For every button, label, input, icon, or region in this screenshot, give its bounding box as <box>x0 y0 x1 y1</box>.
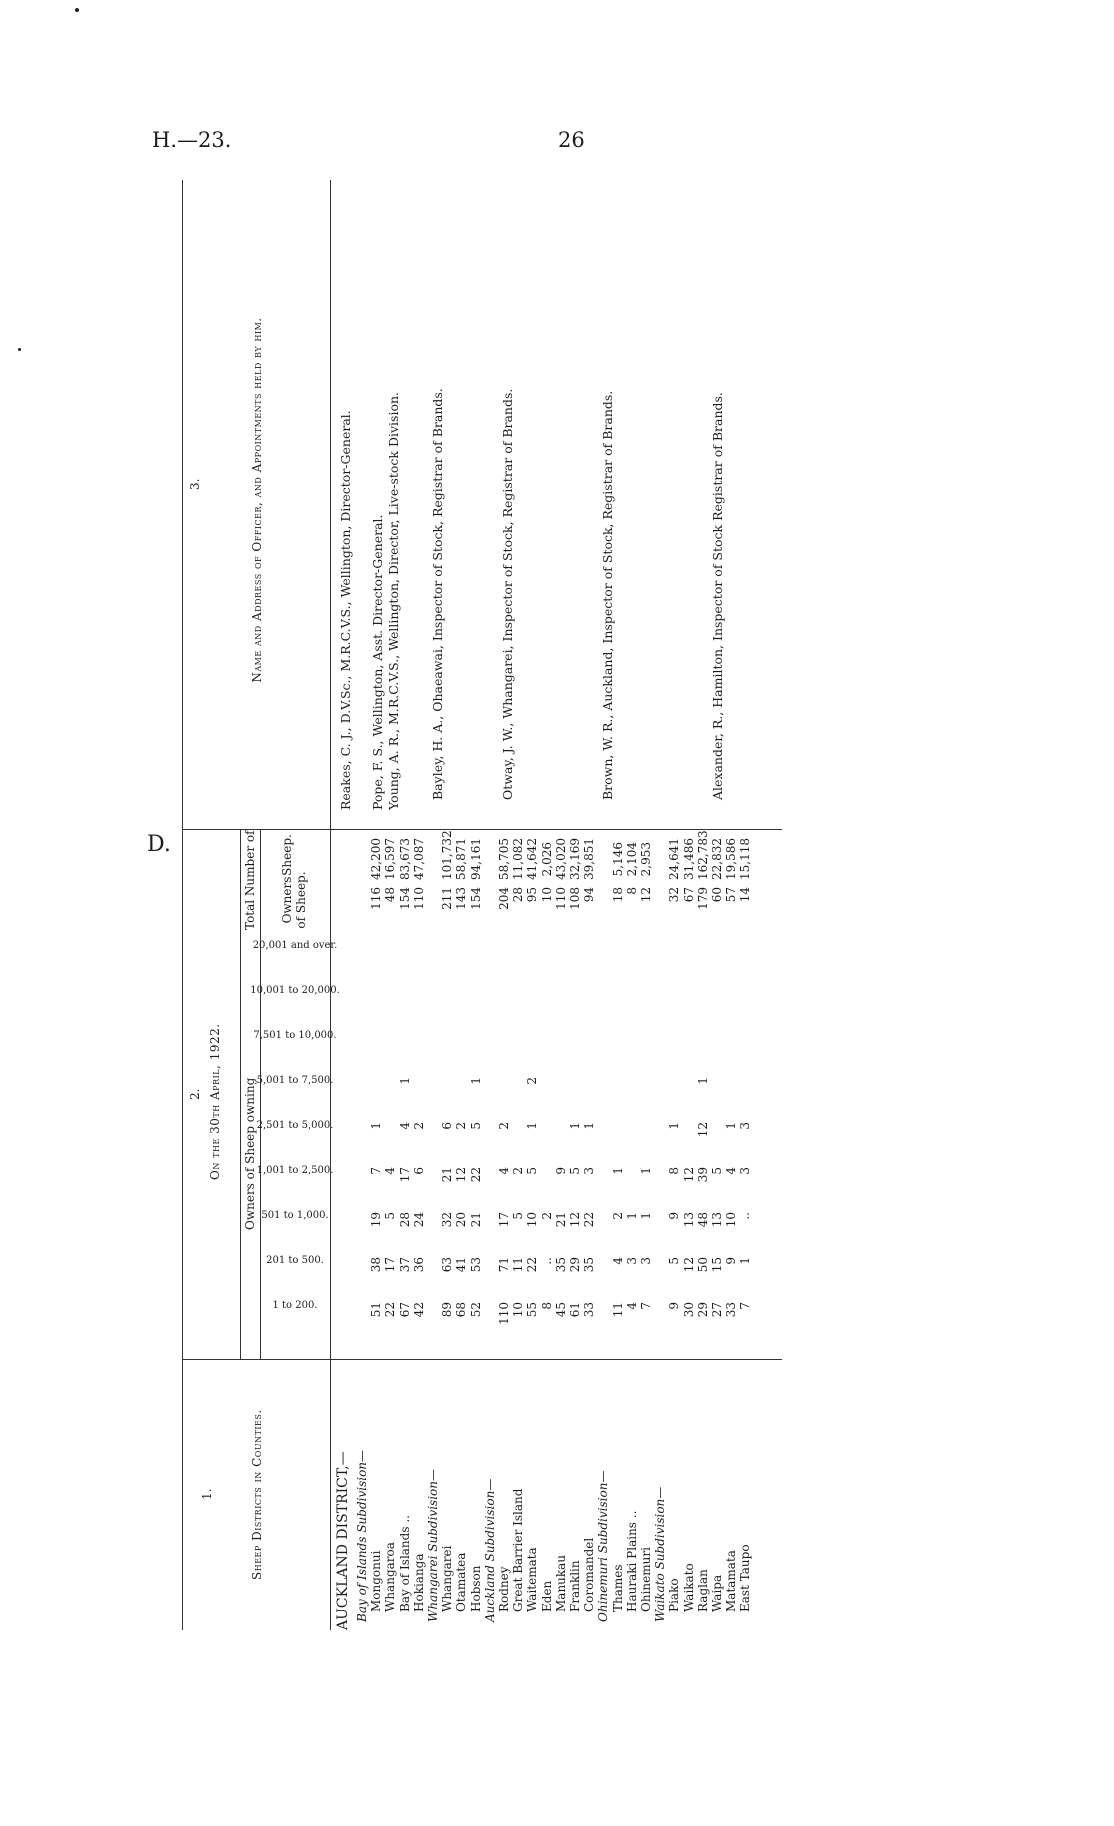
rule-top <box>182 180 183 1630</box>
subdivision-name: Auckland Subdivision— <box>482 1478 497 1622</box>
officer-alexander: Alexander, R., Hamilton, Inspector of Stock Registrar of Brands. <box>710 392 725 800</box>
county-name: Waikato <box>681 1563 696 1612</box>
cell-value: 19,586 <box>724 838 739 880</box>
cell-value: 2,104 <box>624 842 639 877</box>
cell-value: 7 <box>639 1302 653 1310</box>
cell-value: 32,169 <box>568 838 582 880</box>
cell-value: 110 <box>553 887 568 910</box>
cell-value: 1 <box>667 1122 682 1130</box>
cell-value: 13 <box>681 1212 696 1228</box>
cell-value: 15,118 <box>738 838 753 880</box>
officer-young: Young, A. R., M.R.C.V.S., Wellington, Director, Live-stock Division. <box>386 392 401 810</box>
district-title: AUCKLAND DISTRICT,— <box>335 1451 351 1630</box>
cell-value: 32 <box>667 887 682 903</box>
cell-value: 12 <box>568 1212 582 1228</box>
cell-value: .. <box>539 1257 554 1265</box>
cell-value: 53 <box>468 1257 483 1273</box>
cell-value: 63 <box>440 1257 455 1273</box>
cell-value: 10 <box>539 887 554 903</box>
cell-value: 41,642 <box>525 838 540 880</box>
cell-value: 2 <box>525 1077 540 1085</box>
cell-value: 8 <box>667 1167 682 1175</box>
table-row <box>735 180 757 1630</box>
cell-value: 21 <box>468 1212 483 1228</box>
county-name: Hokianga <box>411 1553 426 1612</box>
cell-value: 110 <box>411 887 426 910</box>
cell-value: 21 <box>553 1212 568 1228</box>
cell-value: 58,871 <box>454 838 469 880</box>
range-header: 5,001 to 7,500. <box>256 1075 334 1086</box>
cell-value: 1 <box>397 1077 412 1085</box>
rule-header <box>330 180 331 1630</box>
cell-value: 29 <box>568 1257 582 1273</box>
cell-value: .. <box>738 1212 753 1220</box>
cell-value: 19 <box>369 1212 384 1228</box>
cell-value: 48 <box>383 887 398 903</box>
cell-value: 2 <box>539 1212 554 1220</box>
officer-reakes: Reakes, C. J., D.V.Sc., M.R.C.V.S., Wellington, Director-General. <box>338 410 353 810</box>
county-name: Hobson <box>468 1565 483 1612</box>
cell-value: 22,832 <box>710 838 724 880</box>
officer-pope: Pope, F. S., Wellington, Asst. Director-General. <box>370 514 385 810</box>
cell-value: 3 <box>639 1257 653 1265</box>
cell-value: 13 <box>710 1212 724 1228</box>
sheep-district-table <box>180 180 800 1630</box>
cell-value: 11 <box>610 1302 625 1318</box>
cell-value: 108 <box>568 887 582 910</box>
cell-value: 29 <box>695 1302 710 1318</box>
cell-value: 5 <box>511 1212 526 1220</box>
cell-value: 4 <box>497 1167 511 1175</box>
county-name: East Taupo <box>738 1544 753 1612</box>
cell-value: 15 <box>710 1257 724 1273</box>
cell-value: 71 <box>497 1257 511 1273</box>
cell-value: 45 <box>553 1302 568 1318</box>
cell-value: 12 <box>681 1257 696 1273</box>
cell-value: 11 <box>511 1257 526 1273</box>
cell-value: 27 <box>710 1302 724 1318</box>
cell-value: 2,953 <box>639 842 653 877</box>
cell-value: 9 <box>667 1212 682 1220</box>
cell-value: 3 <box>738 1167 753 1175</box>
cell-value: 12 <box>454 1167 469 1183</box>
cell-value: 67 <box>681 887 696 903</box>
rule-sub-b <box>260 830 261 1360</box>
cell-value: 32 <box>440 1212 455 1228</box>
cell-value: 1 <box>639 1167 653 1175</box>
cell-value: 68 <box>454 1302 469 1318</box>
county-name: Hauraki Plains .. <box>624 1510 639 1612</box>
county-name: Ohinemuri <box>639 1547 653 1612</box>
cell-value: 22 <box>582 1212 597 1228</box>
cell-value: 47,087 <box>411 838 426 880</box>
cell-value: 22 <box>468 1167 483 1183</box>
cell-value: 12 <box>695 1122 710 1138</box>
county-name: Waitemata <box>525 1547 540 1612</box>
subdivision-name: Waikato Subdivision— <box>653 1486 668 1622</box>
cell-value: 1 <box>624 1212 639 1220</box>
county-name: Great Barrier Island <box>511 1488 526 1612</box>
col1-title: Sheep Districts in Counties. <box>250 1409 264 1580</box>
cell-value: 101,732 <box>440 830 455 880</box>
cell-value: 10 <box>724 1212 739 1228</box>
page-id: H.—23. <box>152 128 232 152</box>
col2-group-total: Total Number of <box>243 830 257 930</box>
cell-value: 94,161 <box>468 838 483 880</box>
cell-value: 1 <box>369 1122 384 1130</box>
cell-value: 143 <box>454 887 469 910</box>
cell-value: 5 <box>468 1122 483 1130</box>
cell-value: 51 <box>369 1302 384 1318</box>
range-header: 201 to 500. <box>266 1255 324 1266</box>
subdivision-name: Bay of Islands Subdivision— <box>355 1449 369 1622</box>
rule-sub-a <box>240 830 241 1360</box>
county-name: Rodney <box>497 1566 511 1612</box>
cell-value: 33 <box>724 1302 739 1318</box>
cell-value: 9 <box>724 1257 739 1265</box>
range-header: 1 to 200. <box>272 1300 318 1311</box>
cell-value: 8 <box>624 887 639 895</box>
cell-value: 1 <box>695 1077 710 1085</box>
cell-value: 10 <box>525 1212 540 1228</box>
cell-value: 110 <box>497 1302 511 1325</box>
cell-value: 55 <box>525 1302 540 1318</box>
county-name: Raglan <box>695 1569 710 1612</box>
cell-value: 17 <box>397 1167 412 1183</box>
officer-bayley: Bayley, H. A., Ohaeawai, Inspector of Stock, Registrar of Brands. <box>430 388 445 800</box>
county-name: Waipa <box>710 1574 724 1612</box>
cell-value: 6 <box>440 1122 455 1130</box>
cell-value: 28 <box>397 1212 412 1228</box>
county-name: Eden <box>539 1580 554 1612</box>
cell-value: 154 <box>397 887 412 910</box>
cell-value: 162,783 <box>695 830 710 880</box>
cell-value: 12 <box>639 887 653 903</box>
cell-value: 94 <box>582 887 597 903</box>
cell-value: 17 <box>497 1212 511 1228</box>
cell-value: 24,641 <box>667 838 682 880</box>
col3-title: Name and Address of Officer, and Appointments held by him. <box>250 317 264 683</box>
cell-value: 3 <box>738 1122 753 1130</box>
cell-value: 35 <box>553 1257 568 1273</box>
cell-value: 9 <box>667 1302 682 1310</box>
cell-value: 22 <box>383 1302 398 1318</box>
cell-value: 116 <box>369 887 384 910</box>
total-header: Owners of Sheep. <box>280 871 308 929</box>
cell-value: 4 <box>383 1167 398 1175</box>
cell-value: 95 <box>525 887 540 903</box>
cell-value: 154 <box>468 887 483 910</box>
county-name: Matamata <box>724 1550 739 1612</box>
county-name: Bay of Islands .. <box>397 1515 412 1612</box>
cell-value: 5 <box>568 1167 582 1175</box>
col1-number: 1. <box>200 1488 214 1500</box>
cell-value: 31,486 <box>681 838 696 880</box>
cell-value: 1 <box>568 1122 582 1130</box>
officer-brown: Brown, W. R., Auckland, Inspector of Stock, Registrar of Brands. <box>600 390 615 800</box>
county-name: Whangaroa <box>383 1542 398 1612</box>
cell-value: 33 <box>582 1302 597 1318</box>
cell-value: 1 <box>610 1167 625 1175</box>
cell-value: 11,082 <box>511 838 526 880</box>
cell-value: 8 <box>539 1302 554 1310</box>
cell-value: 1 <box>468 1077 483 1085</box>
cell-value: 38 <box>369 1257 384 1273</box>
cell-value: 17 <box>383 1257 398 1273</box>
col2-title: On the 30th April, 1922. <box>208 1023 222 1180</box>
cell-value: 179 <box>695 887 710 910</box>
col2-group-owners: Owners of Sheep owning <box>243 1077 257 1230</box>
cell-value: 67 <box>397 1302 412 1318</box>
cell-value: 5,146 <box>610 842 625 877</box>
cell-value: 61 <box>568 1302 582 1318</box>
county-name: Coromandel <box>582 1537 597 1612</box>
cell-value: 18 <box>610 887 625 903</box>
subdivision-name: Whangarei Subdivision— <box>426 1469 440 1622</box>
cell-value: 12 <box>681 1167 696 1183</box>
county-name: Mongonui <box>369 1550 384 1612</box>
cell-value: 83,673 <box>397 838 412 880</box>
cell-value: 2 <box>411 1122 426 1130</box>
speck <box>18 348 21 351</box>
range-header: 501 to 1,000. <box>261 1210 329 1221</box>
cell-value: 36 <box>411 1257 426 1273</box>
cell-value: 42,200 <box>369 838 384 880</box>
cell-value: 2 <box>511 1167 526 1175</box>
cell-value: 4 <box>610 1257 625 1265</box>
total-header: Sheep. <box>280 834 294 876</box>
cell-value: 7 <box>369 1167 384 1175</box>
cell-value: 204 <box>497 887 511 910</box>
cell-value: 24 <box>411 1212 426 1228</box>
range-header: 2,501 to 5,000. <box>256 1120 334 1131</box>
cell-value: 52 <box>468 1302 483 1318</box>
cell-value: 22 <box>525 1257 540 1273</box>
cell-value: 43,020 <box>553 838 568 880</box>
county-name: Piako <box>667 1578 682 1612</box>
section-letter: D. <box>147 832 171 857</box>
county-name: Thames <box>610 1564 625 1612</box>
cell-value: 89 <box>440 1302 455 1318</box>
cell-value: 2 <box>610 1212 625 1220</box>
cell-value: 4 <box>624 1302 639 1310</box>
col3-number: 3. <box>188 478 202 490</box>
cell-value: 10 <box>511 1302 526 1318</box>
county-name: Whangarei <box>440 1545 455 1612</box>
cell-value: 39 <box>695 1167 710 1183</box>
col2-number: 2. <box>188 1088 202 1100</box>
cell-value: 5 <box>667 1257 682 1265</box>
cell-value: 39,851 <box>582 838 597 880</box>
cell-value: 4 <box>397 1122 412 1130</box>
cell-value: 1 <box>724 1122 739 1130</box>
cell-value: 14 <box>738 887 753 903</box>
cell-value: 1 <box>738 1257 753 1265</box>
cell-value: 20 <box>454 1212 469 1228</box>
cell-value: 35 <box>582 1257 597 1273</box>
officer-otway: Otway, J. W., Whangarei, Inspector of Stock, Registrar of Brands. <box>500 388 515 800</box>
cell-value: 5 <box>710 1167 724 1175</box>
cell-value: 50 <box>695 1257 710 1273</box>
cell-value: 21 <box>440 1167 455 1183</box>
cell-value: 42 <box>411 1302 426 1318</box>
cell-value: 2 <box>454 1122 469 1130</box>
cell-value: 1 <box>582 1122 597 1130</box>
cell-value: 57 <box>724 887 739 903</box>
cell-value: 60 <box>710 887 724 903</box>
cell-value: 2 <box>497 1122 511 1130</box>
range-header: 7,501 to 10,000. <box>253 1030 337 1041</box>
cell-value: 211 <box>440 887 455 910</box>
county-name: Franklin <box>568 1560 582 1612</box>
cell-value: 3 <box>582 1167 597 1175</box>
cell-value: 5 <box>383 1212 398 1220</box>
page-number: 26 <box>558 128 585 152</box>
range-header: 1,001 to 2,500. <box>256 1165 334 1176</box>
cell-value: 37 <box>397 1257 412 1273</box>
cell-value: 30 <box>681 1302 696 1318</box>
cell-value: 9 <box>553 1167 568 1175</box>
cell-value: 2,026 <box>539 842 554 877</box>
county-name: Otamatea <box>454 1552 469 1612</box>
cell-value: 7 <box>738 1302 753 1310</box>
cell-value: 48 <box>695 1212 710 1228</box>
cell-value: 41 <box>454 1257 469 1273</box>
speck <box>75 8 79 12</box>
cell-value: 58,705 <box>497 838 511 880</box>
cell-value: 3 <box>624 1257 639 1265</box>
cell-value: 5 <box>525 1167 540 1175</box>
cell-value: 1 <box>525 1122 540 1130</box>
range-header: 20,001 and over. <box>252 940 338 951</box>
cell-value: 6 <box>411 1167 426 1175</box>
range-header: 10,001 to 20,000. <box>250 985 340 996</box>
county-name: Manukau <box>553 1554 568 1612</box>
cell-value: 1 <box>639 1212 653 1220</box>
subdivision-name: Ohinemuri Subdivision— <box>596 1470 611 1622</box>
cell-value: 16,597 <box>383 838 398 880</box>
cell-value: 28 <box>511 887 526 903</box>
cell-value: 4 <box>724 1167 739 1175</box>
